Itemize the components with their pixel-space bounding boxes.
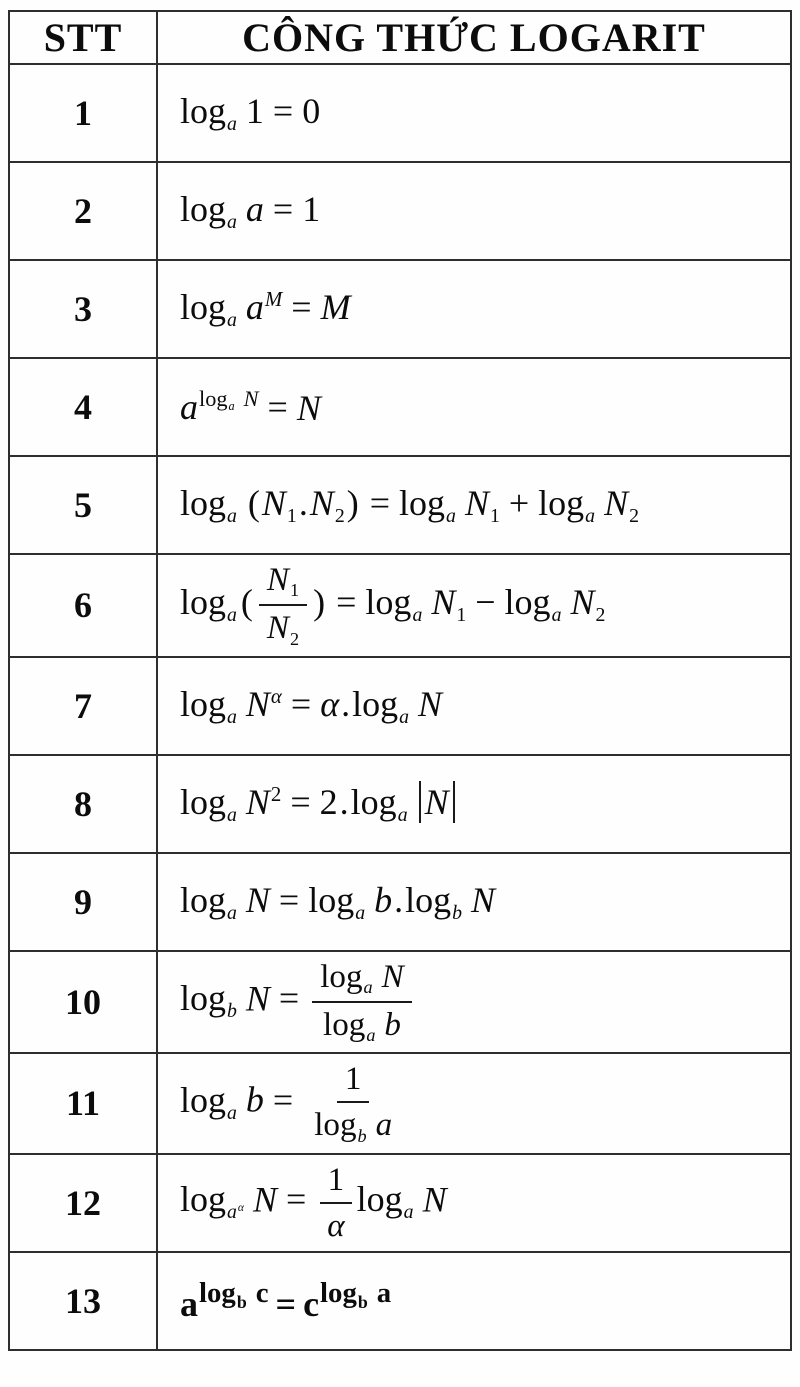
absolute-value: N [419, 781, 455, 823]
table-row [9, 755, 791, 853]
formula-cell: loga N = loga b.logb N [157, 853, 791, 951]
formula-cell: loga $a^M = M$ [157, 260, 791, 358]
log-symbol: logb [314, 1106, 367, 1146]
logarithm-formula-table [8, 10, 792, 1351]
table-row [9, 951, 791, 1054]
log-symbol: loga [308, 879, 366, 924]
log-symbol: loga [180, 781, 237, 826]
fraction: $\frac{1}{\text{logb a}}$ [314, 1060, 393, 1146]
log-symbol: loga$^\alpha$ [180, 1179, 244, 1223]
table-row [9, 657, 791, 755]
log-symbol: $\log_b$ [320, 1276, 368, 1312]
table-row [9, 260, 791, 358]
log-symbol: loga [180, 581, 237, 626]
formula-cell: loga 1 = 0 [157, 64, 791, 162]
log-symbol: loga [356, 1179, 414, 1223]
stt-cell: 1 [9, 64, 157, 162]
table-row [9, 64, 791, 162]
stt-cell: 8 [9, 755, 157, 853]
formula-cell: loga a = 1 [157, 162, 791, 260]
table-row [9, 162, 791, 260]
table-row [9, 853, 791, 951]
log-symbol: loga [180, 91, 237, 135]
table-header-row [9, 11, 791, 64]
table-body [9, 64, 791, 1350]
log-symbol: logb [180, 978, 237, 1023]
formula-cell: $a^{loga N} = N$ [157, 358, 791, 456]
log-symbol: loga [180, 1079, 237, 1124]
stt-cell: 4 [9, 358, 157, 456]
formula-cell: loga $N^2 = 2.\log a$ N [157, 755, 791, 853]
formula-cell: $a^{log_b c} = c^{log_b a}$ [157, 1252, 791, 1350]
log-symbol: loga [180, 483, 237, 527]
log-symbol: loga [352, 683, 410, 728]
fraction: $\frac{\text{loga N}}{\text{loga b}}$ [312, 958, 412, 1047]
fraction: $\frac{1}{\alpha}$ [319, 1161, 352, 1245]
header-formula: CÔNG THỨC LOGARIT [157, 11, 791, 64]
formula-cell: loga $N^\alpha = \alpha.\log a$ N [157, 657, 791, 755]
log-symbol: loga [504, 581, 562, 626]
table-row [9, 456, 791, 554]
stt-cell: 6 [9, 554, 157, 657]
fraction: $\frac{N1}{N2}$ [259, 561, 307, 650]
table-row [9, 554, 791, 657]
log-symbol: loga [320, 957, 373, 997]
log-symbol: loga [399, 483, 456, 527]
log-symbol: loga [365, 581, 423, 626]
log-symbol: logb [405, 879, 463, 924]
stt-cell: 7 [9, 657, 157, 755]
stt-cell: 2 [9, 162, 157, 260]
log-symbol: loga [199, 385, 235, 413]
log-symbol: loga [538, 483, 596, 527]
formula-cell: loga (N1.N2) = loga N1 + loga N2 [157, 456, 791, 554]
formula-cell: logb N = $\frac{\text{loga N}}{\text{loga b}}$ [157, 951, 791, 1054]
table-row [9, 1252, 791, 1350]
stt-cell: 11 [9, 1053, 157, 1153]
log-symbol: loga [180, 189, 237, 233]
formula-cell: loga$^\alpha$ N = $\frac{1}{\alpha}$ loga N [157, 1154, 791, 1252]
stt-cell: 5 [9, 456, 157, 554]
log-symbol: loga [180, 287, 237, 331]
stt-cell: 3 [9, 260, 157, 358]
formula-cell: loga ( $\frac{N1}{N2}$ ) = loga N1 − loga N2 [157, 554, 791, 657]
stt-cell: 10 [9, 951, 157, 1054]
header-stt: STT [9, 11, 157, 64]
table-row [9, 358, 791, 456]
log-symbol: loga [323, 1005, 376, 1046]
table-row [9, 1154, 791, 1252]
table-row [9, 1053, 791, 1153]
log-symbol: $\log_b$ [199, 1276, 247, 1312]
stt-cell: 9 [9, 853, 157, 951]
stt-cell: 13 [9, 1252, 157, 1350]
log-symbol: loga [180, 879, 237, 924]
stt-cell: 12 [9, 1154, 157, 1252]
log-symbol: loga [350, 781, 408, 826]
formula-cell: loga b = $\frac{1}{\text{logb a}}$ [157, 1053, 791, 1153]
log-symbol: loga [180, 683, 237, 728]
